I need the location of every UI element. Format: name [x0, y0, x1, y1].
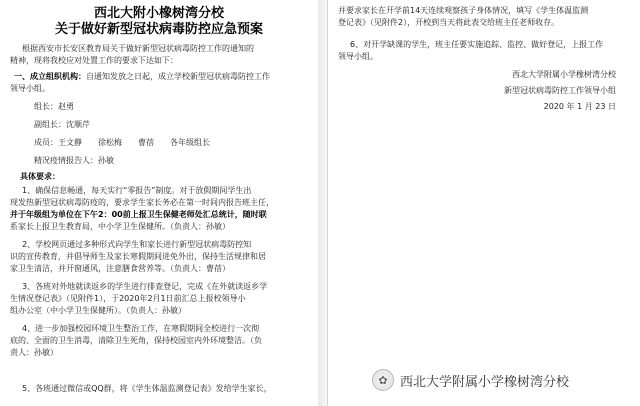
liaison-line: 精况疫情报告人：孙敏 [34, 156, 114, 165]
measure-4-line: 底的、全面的卫生消毒，清除卫生死角，保持校园室内外环境整洁。（负 [10, 336, 262, 345]
measure-5-line: 5、各班通过微信或QQ群，将《学生体温监测登记表》发给学生家长， [22, 384, 272, 393]
section-text-cont: 领导小组。 [10, 84, 50, 93]
measure-6-line: 6、对开学缺课的学生，班主任要实施追踪、监控、做好登记，上报工作 [350, 40, 604, 49]
wechat-watermark [372, 368, 640, 392]
intro-line: 根据西安市长安区教育局关于做好新型冠状病毒防控工作的通知的 [22, 44, 254, 53]
measure-4-line: 责人：孙敏） [10, 348, 58, 357]
members-line: 成员：王文静 徐松梅 曹蓓 各年级组长 [34, 138, 210, 147]
measure-1-line: 并于年级组为单位在下午2：00前上报卫生保健老师处汇总统计，随时联 [10, 210, 267, 219]
page-gap [318, 0, 328, 406]
measure-5-cont-line: 登记表》（见附件2），开校到当天将此表交给班主任老师收存。 [338, 18, 560, 27]
deputy-line: 副组长：沈顺芹 [34, 120, 90, 129]
section-paragraph [14, 72, 270, 82]
leader-line: 组长：赵勇 [34, 102, 74, 111]
measure-2-line: 识的宣传教育，并倡导师生及家长寒假期间进免外出，保持生活规律和居 [10, 252, 266, 261]
measure-3-line: 3、各班对外地就读返乡的学生进行排查登记，完成《在外就读返乡学 [22, 282, 268, 291]
measure-5-cont-line: 并要求家长在开学前14天连续观察孩子身体情况，填写《学生体温监测 [338, 6, 589, 15]
signature-org: 西北大学附属小学橡树湾分校 [512, 70, 616, 79]
intro-line: 精神，现将我校应对处置工作的要求下达如下： [10, 56, 178, 65]
measure-1-line: 现发热新型冠状病毒防疫的，要求学生家长务必在第一时间内报告班主任， [10, 198, 274, 207]
document-page-left [0, 0, 318, 406]
section-heading: 一、成立组织机构： [14, 72, 86, 81]
document-page-right [328, 0, 640, 406]
measure-2-line: 2、学校网页通过多种形式向学生和家长进行新型冠状病毒防控知 [22, 240, 252, 249]
school-name: 西北大附小橡树湾分校 [93, 6, 224, 21]
measure-2-line: 家卫生清洁，并开窗通风，注意膳食营养等。（负责人：曹蓓） [10, 264, 230, 273]
watermark-text: 西北大学附属小学橡树湾分校 [400, 374, 570, 390]
measure-4-line: 4、进一步加强校园环境卫生整治工作，在寒假期间全校进行一次彻 [22, 324, 260, 333]
measure-3-line: 生情况登记表》（见附件1），于2020年2月1日前汇总上报校领导小 [10, 294, 246, 303]
measure-1-line: 1、确保信息畅通，每天实行“零报告”制度。对于放假期间学生出 [22, 186, 252, 195]
measure-1-line: 系家长上报卫生教育局，中小学卫生保健所。（负责人：孙敏） [10, 222, 230, 231]
signature-date: 2020 年 1 月 23 日 [543, 102, 616, 111]
document-title: 关于做好新型冠状病毒防控应急预案 [54, 22, 263, 37]
section-text: 自通知发放之日起，成立学校新型冠状病毒防控工作 [86, 72, 270, 81]
measure-6-line: 领导小组。 [338, 52, 378, 61]
signature-org: 新型冠状病毒防控工作领导小组 [504, 86, 616, 95]
measure-3-line: 组办公室（中小学卫生保健所）。（负责人：孙敏） [10, 306, 186, 315]
school-logo-icon: ✿ [372, 369, 394, 391]
measures-heading: 具体要求： [20, 172, 60, 181]
